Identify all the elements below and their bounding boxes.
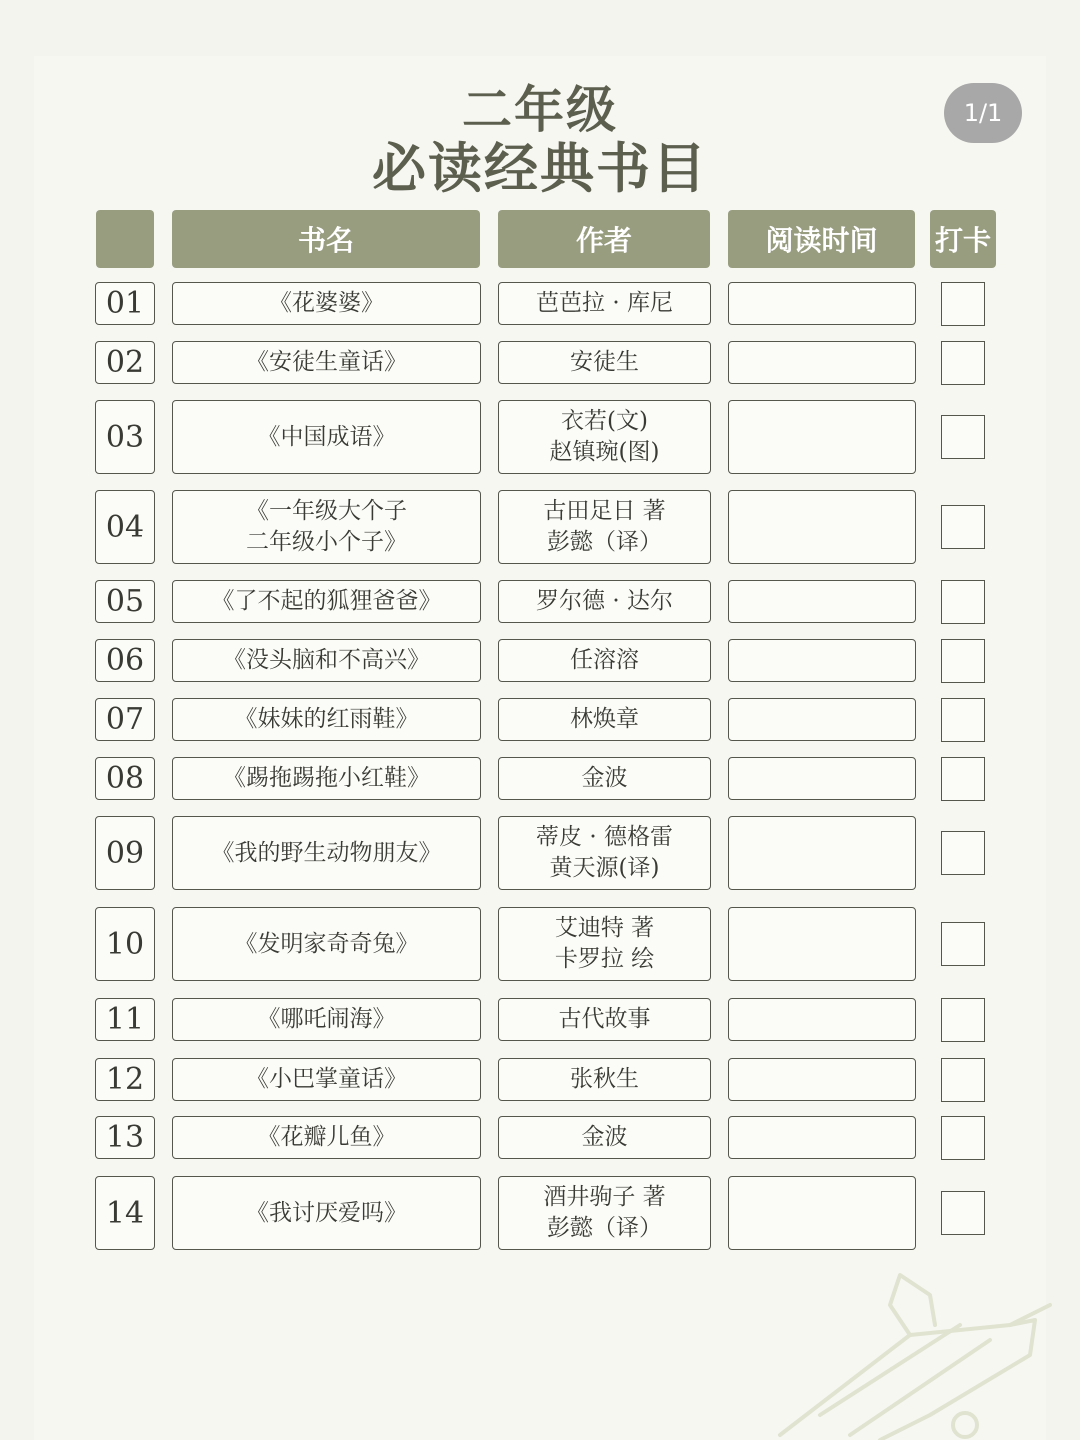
row-number: 10 — [95, 907, 155, 981]
book-author: 古代故事 — [498, 998, 711, 1041]
book-author: 任溶溶 — [498, 639, 711, 682]
row-number: 09 — [95, 816, 155, 890]
book-title: 《一年级大个子 二年级小个子》 — [172, 490, 481, 564]
reading-time-field[interactable] — [728, 816, 916, 890]
row-number: 06 — [95, 639, 155, 682]
book-author: 衣若(文) 赵镇琬(图) — [498, 400, 711, 474]
book-title: 《哪吒闹海》 — [172, 998, 481, 1041]
book-author: 古田足日 著 彭懿（译） — [498, 490, 711, 564]
row-number: 07 — [95, 698, 155, 741]
row-number: 05 — [95, 580, 155, 623]
check-in-checkbox[interactable] — [941, 505, 985, 549]
row-number: 13 — [95, 1116, 155, 1159]
reading-time-field[interactable] — [728, 580, 916, 623]
row-number: 04 — [95, 490, 155, 564]
book-author: 张秋生 — [498, 1058, 711, 1101]
page-title: 必读经典书目 — [372, 137, 708, 200]
check-in-checkbox[interactable] — [941, 698, 985, 742]
check-in-checkbox[interactable] — [941, 580, 985, 624]
header-book-title: 书名 — [172, 210, 480, 268]
reading-time-field[interactable] — [728, 490, 916, 564]
book-title: 《没头脑和不高兴》 — [172, 639, 481, 682]
reading-time-field[interactable] — [728, 639, 916, 682]
reading-time-field[interactable] — [728, 1116, 916, 1159]
book-author: 金波 — [498, 1116, 711, 1159]
book-title: 《我的野生动物朋友》 — [172, 816, 481, 890]
book-author: 金波 — [498, 757, 711, 800]
check-in-checkbox[interactable] — [941, 757, 985, 801]
page-indicator-badge[interactable]: 1/1 — [944, 83, 1022, 143]
reading-time-field[interactable] — [728, 907, 916, 981]
check-in-checkbox[interactable] — [941, 998, 985, 1042]
reading-time-field[interactable] — [728, 998, 916, 1041]
header-number — [96, 210, 154, 268]
row-number: 12 — [95, 1058, 155, 1101]
book-author: 蒂皮 · 德格雷 黄天源(译) — [498, 816, 711, 890]
book-author: 芭芭拉 · 库尼 — [498, 282, 711, 325]
row-number: 02 — [95, 341, 155, 384]
book-title: 《妹妹的红雨鞋》 — [172, 698, 481, 741]
header-reading-time: 阅读时间 — [728, 210, 915, 268]
check-in-checkbox[interactable] — [941, 831, 985, 875]
reading-time-field[interactable] — [728, 341, 916, 384]
reading-time-field[interactable] — [728, 400, 916, 474]
reading-time-field[interactable] — [728, 757, 916, 800]
reading-time-field[interactable] — [728, 1176, 916, 1250]
book-author: 林焕章 — [498, 698, 711, 741]
book-title: 《安徒生童话》 — [172, 341, 481, 384]
book-author: 罗尔德 · 达尔 — [498, 580, 711, 623]
row-number: 03 — [95, 400, 155, 474]
row-number: 11 — [95, 998, 155, 1041]
check-in-checkbox[interactable] — [941, 415, 985, 459]
row-number: 08 — [95, 757, 155, 800]
check-in-checkbox[interactable] — [941, 922, 985, 966]
row-number: 14 — [95, 1176, 155, 1250]
book-title: 《小巴掌童话》 — [172, 1058, 481, 1101]
book-title: 《了不起的狐狸爸爸》 — [172, 580, 481, 623]
book-author: 艾迪特 著 卡罗拉 绘 — [498, 907, 711, 981]
book-author: 安徒生 — [498, 341, 711, 384]
check-in-checkbox[interactable] — [941, 1058, 985, 1102]
check-in-checkbox[interactable] — [941, 1116, 985, 1160]
book-title: 《我讨厌爱吗》 — [172, 1176, 481, 1250]
book-title: 《花瓣儿鱼》 — [172, 1116, 481, 1159]
pencil-decoration-icon — [760, 1265, 1060, 1440]
book-title: 《花婆婆》 — [172, 282, 481, 325]
row-number: 01 — [95, 282, 155, 325]
book-title: 《中国成语》 — [172, 400, 481, 474]
check-in-checkbox[interactable] — [941, 341, 985, 385]
reading-time-field[interactable] — [728, 282, 916, 325]
check-in-checkbox[interactable] — [941, 282, 985, 326]
book-title: 《踢拖踢拖小红鞋》 — [172, 757, 481, 800]
book-title: 《发明家奇奇兔》 — [172, 907, 481, 981]
page-title-grade: 二年级 — [462, 81, 618, 139]
book-author: 酒井驹子 著 彭懿（译） — [498, 1176, 711, 1250]
check-in-checkbox[interactable] — [941, 1191, 985, 1235]
header-check-in: 打卡 — [930, 210, 996, 268]
check-in-checkbox[interactable] — [941, 639, 985, 683]
reading-time-field[interactable] — [728, 698, 916, 741]
header-author: 作者 — [498, 210, 710, 268]
reading-time-field[interactable] — [728, 1058, 916, 1101]
